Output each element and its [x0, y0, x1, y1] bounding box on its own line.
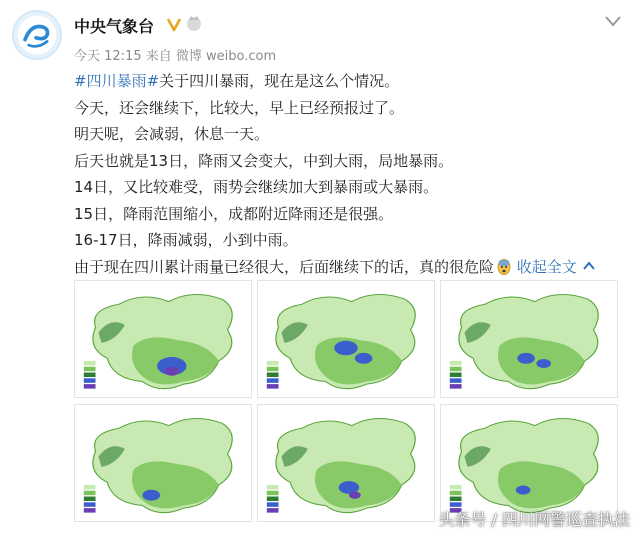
post-line-6: 15日，降雨范围缩小，成都附近降雨还是很强。 — [74, 204, 394, 223]
hashtag-link[interactable]: #四川暴雨# — [74, 72, 160, 90]
post-time: 今天 12:15 — [74, 49, 142, 64]
watermark: 头条号 / 四川网警巡查执法 — [438, 510, 630, 529]
legend-swatch — [450, 367, 462, 372]
post-source[interactable]: 微博 weibo.com — [175, 49, 277, 64]
collapse-full-text-link[interactable]: 收起全文 — [517, 258, 596, 276]
legend-swatch — [450, 384, 462, 389]
legend-swatch — [450, 491, 462, 496]
legend-swatch — [267, 485, 279, 490]
post-line-4: 后天也就是13日，降雨又会变大，中到大雨，局地暴雨。 — [74, 151, 454, 170]
legend-swatch — [84, 508, 96, 513]
rain-forecast-map-4[interactable] — [74, 404, 252, 522]
member-badge-icon[interactable] — [185, 14, 203, 32]
legend-swatch — [84, 384, 96, 389]
rain-map-graphic — [441, 281, 617, 397]
avatar[interactable] — [12, 10, 62, 60]
post-line-5: 14日，又比较难受，雨势会继续加大到暴雨或大暴雨。 — [74, 178, 439, 196]
legend-swatch — [267, 367, 279, 372]
legend-swatch — [450, 485, 462, 490]
rain-forecast-map-2[interactable] — [257, 280, 435, 398]
legend-swatch — [84, 502, 96, 507]
legend-swatch — [450, 361, 462, 366]
rain-map-graphic — [75, 281, 251, 397]
storm-cell — [516, 486, 531, 495]
legend-swatch — [450, 373, 462, 378]
post-line-7: 16-17日，降雨减弱，小到中雨。 — [74, 231, 298, 249]
post-line-3: 明天呢，会减弱，休息一天。 — [74, 125, 270, 143]
legend-swatch — [267, 361, 279, 366]
image-grid — [74, 280, 618, 528]
legend-swatch — [267, 508, 279, 513]
legend-swatch — [84, 373, 96, 378]
author-name[interactable]: 中央气象台 — [74, 17, 155, 36]
legend-swatch — [267, 491, 279, 496]
rain-forecast-map-1[interactable] — [74, 280, 252, 398]
chevron-up-icon — [582, 261, 596, 271]
storm-cell — [334, 341, 357, 355]
legend-swatch — [84, 497, 96, 502]
legend-swatch — [267, 384, 279, 389]
legend-swatch — [267, 373, 279, 378]
post-line-2: 今天，还会继续下，比较大，早上已经预报过了。 — [74, 98, 405, 117]
legend-swatch — [267, 378, 279, 383]
legend-swatch — [450, 497, 462, 502]
legend-swatch — [267, 497, 279, 502]
rain-map-graphic — [441, 405, 617, 521]
post-line-1: #四川暴雨#关于四川暴雨，现在是这么个情况。 — [74, 72, 400, 90]
legend-swatch — [450, 378, 462, 383]
verified-v-icon — [166, 16, 182, 32]
legend-swatch — [84, 361, 96, 366]
chevron-down-icon[interactable] — [604, 14, 622, 28]
legend-swatch — [84, 491, 96, 496]
storm-cell — [517, 353, 535, 364]
post-text — [74, 68, 634, 280]
scared-emoji-icon — [496, 257, 512, 275]
rain-forecast-map-5[interactable] — [257, 404, 435, 522]
storm-cell — [355, 353, 373, 364]
rain-forecast-map-6[interactable] — [440, 404, 618, 522]
storm-cell — [536, 359, 551, 368]
legend-swatch — [84, 367, 96, 372]
rain-forecast-map-3[interactable] — [440, 280, 618, 398]
storm-cell — [142, 490, 160, 501]
legend-swatch — [267, 502, 279, 507]
source-prefix: 来自 — [145, 49, 172, 64]
post-meta — [74, 45, 276, 64]
rain-map-graphic — [75, 405, 251, 521]
storm-cell — [349, 492, 361, 499]
rain-map-graphic — [258, 281, 434, 397]
cma-logo-icon — [14, 12, 60, 58]
legend-swatch — [84, 485, 96, 490]
post-line-8: 由于现在四川累计雨量已经很大，后面继续下的话，真的很危险 收起全文 — [74, 254, 634, 281]
storm-cell — [164, 367, 179, 376]
legend-swatch — [84, 378, 96, 383]
rain-map-graphic — [258, 405, 434, 521]
